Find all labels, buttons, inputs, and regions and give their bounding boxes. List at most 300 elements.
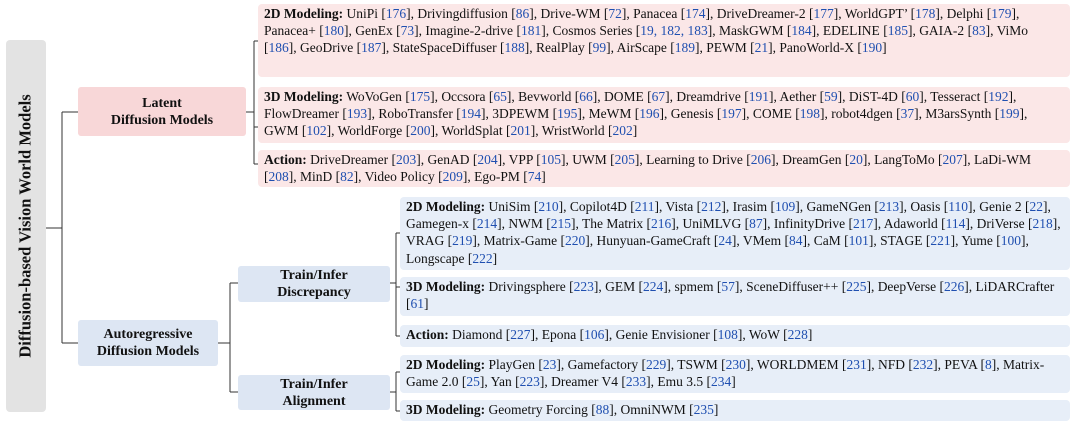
- model-entry: Emu 3.5 [234]: [657, 374, 736, 390]
- leaf-alignment-2d-modeling: 2D Modeling: PlayGen [23], Gamefactory [229], TSWM [230], WORLDMEM [231], NFD [232], PEVA [8], Matrix-Game 2.0 [25], Yan [223], Dreamer V4 [233], Emu 3.5 [234]: [400, 355, 1070, 393]
- model-entry: FlowDreamer [193]: [264, 106, 372, 122]
- model-name: The Matrix: [582, 216, 644, 232]
- model-name: RealPlay: [535, 40, 585, 56]
- citation-ref[interactable]: 200: [410, 123, 431, 139]
- model-name: DriVerse: [976, 216, 1025, 232]
- model-entry: AirScape [189]: [616, 40, 700, 56]
- model-entry: Panacea [174]: [633, 6, 710, 21]
- model-entry: Occsora [65]: [441, 89, 512, 104]
- model-name: Learning to Drive: [646, 152, 743, 167]
- model-name: DiST-4D: [848, 89, 898, 104]
- model-name: Bevworld: [518, 89, 572, 104]
- model-name: MinD: [300, 169, 333, 185]
- model-entry: UniSim [210]: [488, 199, 564, 214]
- model-name: M3arsSynth: [925, 106, 992, 122]
- citation-ref[interactable]: 190: [861, 40, 883, 56]
- model-entry: PanoWorld-X [190]: [779, 40, 887, 56]
- model-name: PanoWorld-X: [779, 40, 854, 56]
- citation-ref[interactable]: 222: [472, 250, 493, 266]
- model-name: Dreamer V4: [551, 374, 618, 390]
- model-entry: NFD [232]: [878, 357, 938, 372]
- model-name: WorldSplat: [441, 123, 503, 139]
- model-name: Epona: [541, 327, 577, 342]
- citation-ref[interactable]: 83: [972, 23, 986, 39]
- model-entry: WorldSplat [201]: [441, 123, 536, 139]
- citation-ref[interactable]: 24: [718, 233, 732, 249]
- model-entry: Hunyuan-GameCraft [24]: [596, 233, 737, 249]
- citation-ref[interactable]: 114: [945, 216, 966, 232]
- model-entry: M3arsSynth [199]: [925, 106, 1025, 122]
- leaf-label: Action:: [264, 152, 307, 167]
- citation-ref[interactable]: 106: [584, 327, 605, 342]
- citation-ref[interactable]: 60: [905, 89, 920, 104]
- citation-ref[interactable]: 191: [748, 89, 770, 104]
- model-entry: InfinityDrive [217]: [773, 216, 878, 232]
- leaf-discrepancy-action: Action: Diamond [227], Epona [106], Genie Envisioner [108], WoW [228]: [400, 325, 1070, 347]
- model-name: MeWM: [588, 106, 632, 122]
- model-name: EDELINE: [822, 23, 880, 39]
- model-name: Ego-PM: [474, 169, 520, 185]
- citation-ref[interactable]: 37: [900, 106, 915, 122]
- model-name: Drivingdiffusion: [417, 6, 508, 21]
- model-name: FlowDreamer: [264, 106, 339, 122]
- citation-ref[interactable]: 217: [852, 216, 874, 232]
- model-name: GameNGen: [806, 199, 871, 214]
- connector-discrepancy: [390, 233, 400, 336]
- model-entry: Matrix-Game 2.0 [25]: [406, 357, 1045, 390]
- model-name: Geometry Forcing: [488, 402, 588, 417]
- citation-ref[interactable]: 21: [754, 40, 769, 56]
- model-name: Adaworld: [883, 216, 938, 232]
- citation-ref[interactable]: 102: [306, 123, 327, 139]
- citation-ref[interactable]: 201: [510, 123, 531, 139]
- citation-ref[interactable]: 195: [557, 106, 578, 122]
- model-entry: robot4dgen [37]: [831, 106, 919, 122]
- model-entry: DriVerse [218]: [976, 216, 1058, 232]
- leaf-label: 3D Modeling:: [406, 402, 486, 417]
- citation-ref[interactable]: 196: [639, 106, 660, 122]
- model-entry: Panacea+ [180]: [264, 23, 349, 39]
- model-name: STAGE: [880, 233, 923, 249]
- model-name: WorldForge: [337, 123, 403, 139]
- citation-ref[interactable]: 211: [634, 199, 655, 214]
- model-name: Genie 2: [979, 199, 1022, 214]
- root-title: Diffusion-based Vision World Models: [16, 94, 36, 358]
- citation-ref[interactable]: 100: [1000, 233, 1022, 249]
- citation-ref[interactable]: 223: [573, 279, 594, 294]
- citation-ref[interactable]: 231: [846, 357, 867, 372]
- leaf-latent-2d-modeling: 2D Modeling: UniPi [176], Drivingdiffusion [86], Drive-WM [72], Panacea [174], DriveDreamer-2 [177], WorldGPT’ [178], Delphi [179], Panacea+ [180], GenEx [73], Imagine-2-drive [181], Cosmos Series [19, 182, 183], MaskGWM [184], EDELINE [185], GAIA-2 [83], ViMo [186], GeoDrive [187], StateSpaceDiffuser [188], RealPlay [99], AirScape [189], PEWM [21], PanoWorld-X [190]: [258, 4, 1070, 77]
- model-entry: Dreamdrive [191]: [676, 89, 774, 104]
- model-entry: Diamond [227]: [452, 327, 535, 342]
- model-name: Longscape: [406, 250, 465, 266]
- model-entry: WoVoGen [175]: [346, 89, 435, 104]
- model-name: DreamGen: [782, 152, 842, 167]
- citation-ref[interactable]: 174: [685, 6, 706, 21]
- citation-ref[interactable]: 65: [493, 89, 507, 104]
- model-entry: ViMo [186]: [264, 23, 1029, 56]
- model-name: CaM: [813, 233, 841, 249]
- citation-ref[interactable]: 105: [540, 152, 561, 167]
- model-entry: SceneDiffuser++ [225]: [746, 279, 871, 294]
- citation-ref[interactable]: 186: [268, 40, 289, 56]
- model-name: Yume: [961, 233, 993, 249]
- citation-ref[interactable]: 232: [912, 357, 934, 372]
- model-name: Hunyuan-GameCraft: [596, 233, 711, 249]
- model-entry: Imagine-2-drive [181]: [425, 23, 546, 39]
- citation-ref[interactable]: 230: [725, 357, 746, 372]
- model-entry: Vista [212]: [665, 199, 726, 214]
- model-name: Irasim: [732, 199, 768, 214]
- model-entry: Drive-WM [72]: [540, 6, 627, 21]
- citation-ref[interactable]: 216: [650, 216, 672, 232]
- model-name: GEM: [605, 279, 636, 294]
- citation-ref[interactable]: 179: [991, 6, 1012, 21]
- citation-ref[interactable]: 74: [527, 169, 542, 185]
- model-name: DOME: [604, 89, 644, 104]
- model-name: robot4dgen: [831, 106, 893, 122]
- citation-ref[interactable]: 87: [749, 216, 763, 232]
- citation-ref[interactable]: 109: [774, 199, 796, 214]
- model-entry: RoboTransfer [194]: [378, 106, 486, 122]
- model-name: NFD: [878, 357, 906, 372]
- model-entry: Dreamer V4 [233]: [551, 374, 651, 390]
- model-name: VMem: [742, 233, 782, 249]
- leaf-latent-3d-modeling: 3D Modeling: WoVoGen [175], Occsora [65], Bevworld [66], DOME [67], Dreamdrive [191], Aether [59], DiST-4D [60], Tesseract [192], FlowDreamer [193], RoboTransfer [194], 3DPEWM [195], MeWM [196], Genesis [197], COME [198], robot4dgen [37], M3arsSynth [199], GWM [102], WorldForge [200], WorldSplat [201], WristWorld [202]: [258, 87, 1070, 143]
- leaf-latent-action: Action: DriveDreamer [203], GenAD [204], VPP [105], UWM [205], Learning to Drive [206], DreamGen [20], LangToMo [207], LaDi-WM [208], MinD [82], Video Policy [209], Ego-PM [74]: [258, 150, 1070, 187]
- model-name: Drivingsphere: [488, 279, 566, 294]
- model-name: Gamegen-x: [406, 216, 469, 232]
- model-entry: Genie Envisioner [108]: [615, 327, 743, 342]
- citation-ref[interactable]: 205: [614, 152, 635, 167]
- citation-ref[interactable]: 212: [701, 199, 722, 214]
- model-name: WORLDMEM: [756, 357, 839, 372]
- model-name: LangToMo: [874, 152, 935, 167]
- model-entry: DOME [67]: [604, 89, 670, 104]
- model-entry: WristWorld [202]: [541, 123, 638, 139]
- model-name: VPP: [508, 152, 533, 167]
- model-entry: RealPlay [99]: [535, 40, 611, 56]
- model-name: GWM: [264, 123, 299, 139]
- citation-ref[interactable]: 226: [944, 279, 965, 294]
- citation-ref[interactable]: 214: [476, 216, 498, 232]
- model-name: DriveDreamer-2: [716, 6, 806, 21]
- citation-ref[interactable]: 228: [787, 327, 808, 342]
- model-entry: Tesseract [192]: [930, 89, 1013, 104]
- model-entry: Geometry Forcing [88]: [488, 402, 614, 417]
- citation-ref[interactable]: 187: [361, 40, 382, 56]
- citation-ref[interactable]: 67: [651, 89, 666, 104]
- model-name: COME: [752, 106, 792, 122]
- citation-ref[interactable]: 61: [410, 296, 424, 312]
- model-entry: VMem [84]: [742, 233, 807, 249]
- model-entry: LaDi-WM [208]: [264, 152, 1031, 185]
- model-entry: Longscape [222]: [406, 250, 498, 266]
- citation-ref[interactable]: 25: [466, 374, 480, 390]
- citation-ref[interactable]: 235: [693, 402, 714, 417]
- model-name: Diamond: [452, 327, 503, 342]
- leaf-label: Action:: [406, 327, 449, 342]
- model-entry: DriveDreamer-2 [177]: [716, 6, 839, 21]
- model-entry: GenAD [204]: [427, 152, 503, 167]
- citation-ref[interactable]: 219: [452, 233, 473, 249]
- citation-ref[interactable]: 210: [538, 199, 559, 214]
- model-entry: Oasis [110]: [910, 199, 973, 214]
- leaf-label: 3D Modeling:: [406, 279, 486, 294]
- model-entry: StateSpaceDiffuser [188]: [392, 40, 530, 56]
- model-entry: Drivingdiffusion [86]: [417, 6, 534, 21]
- model-name: LiDARCrafter: [975, 279, 1055, 294]
- model-name: Genie Envisioner: [615, 327, 710, 342]
- model-name: Genesis: [670, 106, 714, 122]
- citation-ref[interactable]: 225: [846, 279, 867, 294]
- model-entry: VPP [105]: [508, 152, 566, 167]
- model-name: Panacea: [633, 6, 678, 21]
- model-name: StateSpaceDiffuser: [392, 40, 497, 56]
- model-name: GeoDrive: [300, 40, 354, 56]
- citation-ref[interactable]: 221: [930, 233, 951, 249]
- citation-ref[interactable]: 59: [824, 89, 838, 104]
- model-name: WoVoGen: [346, 89, 402, 104]
- model-entry: Video Policy [209]: [364, 169, 468, 185]
- model-name: RoboTransfer: [378, 106, 453, 122]
- node-latent-diffusion: Latent Diffusion Models: [78, 87, 246, 136]
- citation-ref[interactable]: 88: [595, 402, 610, 417]
- model-name: Cosmos Series: [552, 23, 633, 39]
- model-name: Delphi: [946, 6, 984, 21]
- model-entry: Ego-PM [74]: [474, 169, 546, 185]
- model-entry: DiST-4D [60]: [848, 89, 924, 104]
- model-entry: GEM [224]: [605, 279, 668, 294]
- citation-ref[interactable]: 20: [849, 152, 863, 167]
- citation-ref[interactable]: 224: [642, 279, 664, 294]
- model-entry: UniPi [176]: [346, 6, 411, 21]
- model-entry: COME [198]: [752, 106, 825, 122]
- model-entry: WorldForge [200]: [337, 123, 435, 139]
- citation-ref[interactable]: 178: [915, 6, 936, 21]
- model-entry: Gamefactory [229]: [567, 357, 671, 372]
- model-entry: spmem [57]: [674, 279, 740, 294]
- model-name: DriveDreamer: [310, 152, 389, 167]
- citation-ref[interactable]: 184: [791, 23, 812, 39]
- leaf-label: 2D Modeling:: [406, 199, 486, 214]
- model-name: 3DPEWM: [492, 106, 550, 122]
- citation-ref[interactable]: 213: [878, 199, 900, 214]
- leaf-discrepancy-2d-modeling: 2D Modeling: UniSim [210], Copilot4D [211], Vista [212], Irasim [109], GameNGen [213], Oasis [110], Genie 2 [22], Gamegen-x [214], NWM [215], The Matrix [216], UniMLVG [87], InfinityDrive [217], Adaworld [114], DriVerse [218], VRAG [219], Matrix-Game [220], Hunyuan-GameCraft [24], VMem [84], CaM [101], STAGE [221], Yume [100], Longscape [222]: [400, 197, 1070, 270]
- model-name: WoW: [748, 327, 780, 342]
- leaf-label: 3D Modeling:: [264, 89, 344, 104]
- citation-ref[interactable]: 209: [442, 169, 463, 185]
- citation-ref[interactable]: 197: [721, 106, 742, 122]
- citation-ref[interactable]: 198: [799, 106, 821, 122]
- model-name: Gamefactory: [567, 357, 639, 372]
- model-name: PEVA: [944, 357, 978, 372]
- citation-ref[interactable]: 192: [988, 89, 1009, 104]
- model-name: Copilot4D: [569, 199, 627, 214]
- node-train-infer-discrepancy: Train/Infer Discrepancy: [238, 266, 390, 302]
- model-name: Vista: [665, 199, 694, 214]
- model-name: LaDi-WM: [974, 152, 1031, 167]
- citation-ref[interactable]: 57: [721, 279, 735, 294]
- leaf-alignment-3d-modeling: 3D Modeling: Geometry Forcing [88], OmniNWM [235]: [400, 400, 1070, 421]
- model-entry: Cosmos Series [19, 182, 183]: [552, 23, 713, 39]
- leaf-label: 2D Modeling:: [406, 357, 486, 372]
- citation-ref[interactable]: 8: [985, 357, 992, 372]
- model-entry: WoW [228]: [748, 327, 813, 342]
- model-name: UniMLVG: [682, 216, 742, 232]
- model-entry: VRAG [219]: [406, 233, 477, 249]
- citation-ref[interactable]: 176: [385, 6, 407, 21]
- citation-ref[interactable]: 193: [346, 106, 368, 122]
- model-entry: The Matrix [216]: [582, 216, 676, 232]
- model-entry: Irasim [109]: [732, 199, 800, 214]
- model-name: TSWM: [677, 357, 718, 372]
- model-entry: DeepVerse [226]: [877, 279, 969, 294]
- model-name: MaskGWM: [718, 23, 784, 39]
- model-name: Imagine-2-drive: [425, 23, 514, 39]
- citation-ref[interactable]: 206: [750, 152, 771, 167]
- citation-ref[interactable]: 227: [510, 327, 531, 342]
- model-name: PlayGen: [488, 357, 535, 372]
- model-entry: WORLDMEM [231]: [756, 357, 872, 372]
- model-entry: MaskGWM [184]: [718, 23, 817, 39]
- model-name: SceneDiffuser++: [746, 279, 839, 294]
- citation-ref[interactable]: 73: [400, 23, 415, 39]
- model-name: Matrix-Game: [483, 233, 558, 249]
- citation-ref[interactable]: 180: [323, 23, 344, 39]
- citation-ref[interactable]: 199: [999, 106, 1020, 122]
- citation-ref[interactable]: 19, 182, 183: [640, 23, 708, 39]
- citation-ref[interactable]: 181: [520, 23, 542, 39]
- model-entry: STAGE [221]: [880, 233, 956, 249]
- model-entry: MinD [82]: [300, 169, 359, 185]
- citation-ref[interactable]: 99: [592, 40, 607, 56]
- model-entry: NWM [215]: [508, 216, 576, 232]
- model-name: UniPi: [346, 6, 379, 21]
- model-name: NWM: [508, 216, 543, 232]
- citation-ref[interactable]: 86: [515, 6, 530, 21]
- citation-ref[interactable]: 223: [519, 374, 540, 390]
- citation-ref[interactable]: 203: [395, 152, 417, 167]
- citation-ref[interactable]: 23: [542, 357, 557, 372]
- citation-ref[interactable]: 22: [1029, 199, 1043, 214]
- model-entry: PEVA [8]: [944, 357, 997, 372]
- citation-ref[interactable]: 220: [565, 233, 586, 249]
- model-entry: Matrix-Game [220]: [483, 233, 590, 249]
- model-entry: Aether [59]: [779, 89, 843, 104]
- model-name: VRAG: [406, 233, 445, 249]
- model-name: ViMo: [996, 23, 1029, 39]
- model-name: Emu 3.5: [657, 374, 704, 390]
- model-entry: EDELINE [185]: [822, 23, 913, 39]
- citation-ref[interactable]: 208: [268, 169, 289, 185]
- model-entry: Genesis [197]: [670, 106, 747, 122]
- node-train-infer-alignment: Train/Infer Alignment: [238, 375, 390, 410]
- citation-ref[interactable]: 175: [409, 89, 431, 104]
- model-name: Yan: [490, 374, 512, 390]
- citation-ref[interactable]: 110: [948, 199, 968, 214]
- model-entry: GenEx [73]: [355, 23, 419, 39]
- model-entry: WorldGPT’ [178]: [844, 6, 940, 21]
- model-entry: DreamGen [20]: [782, 152, 868, 167]
- connector-autoregressive: [218, 283, 238, 392]
- citation-ref[interactable]: 194: [460, 106, 481, 122]
- connector-alignment: [390, 372, 400, 411]
- model-name: Video Policy: [364, 169, 435, 185]
- citation-ref[interactable]: 229: [645, 357, 667, 372]
- citation-ref[interactable]: 233: [625, 374, 647, 390]
- model-name: Panacea+: [264, 23, 316, 39]
- citation-ref[interactable]: 204: [477, 152, 498, 167]
- model-entry: PEWM [21]: [706, 40, 773, 56]
- model-entry: Yan [223]: [490, 374, 545, 390]
- citation-ref[interactable]: 101: [848, 233, 869, 249]
- citation-ref[interactable]: 185: [887, 23, 908, 39]
- model-name: InfinityDrive: [773, 216, 846, 232]
- model-name: WristWorld: [541, 123, 605, 139]
- model-name: OmniNWM: [620, 402, 686, 417]
- model-entry: Gamegen-x [214]: [406, 216, 502, 232]
- model-entry: Epona [106]: [541, 327, 609, 342]
- model-name: UWM: [572, 152, 607, 167]
- model-name: Oasis: [910, 199, 941, 214]
- citation-ref[interactable]: 202: [612, 123, 633, 139]
- citation-ref[interactable]: 218: [1032, 216, 1053, 232]
- model-entry: GWM [102]: [264, 123, 332, 139]
- model-entry: LangToMo [207]: [874, 152, 968, 167]
- citation-ref[interactable]: 234: [710, 374, 732, 390]
- model-entry: GameNGen [213]: [806, 199, 904, 214]
- model-name: Occsora: [441, 89, 486, 104]
- model-entry: Delphi [179]: [946, 6, 1016, 21]
- model-entry: 3DPEWM [195]: [492, 106, 582, 122]
- connector-root: [46, 112, 78, 343]
- citation-ref[interactable]: 66: [579, 89, 593, 104]
- citation-ref[interactable]: 188: [504, 40, 525, 56]
- citation-ref[interactable]: 177: [813, 6, 834, 21]
- model-name: Tesseract: [930, 89, 981, 104]
- citation-ref[interactable]: 108: [717, 327, 738, 342]
- model-name: DeepVerse: [877, 279, 937, 294]
- model-entry: CaM [101]: [813, 233, 874, 249]
- model-entry: MeWM [196]: [588, 106, 664, 122]
- model-entry: Drivingsphere [223]: [488, 279, 599, 294]
- node-autoregressive-diffusion: Autoregressive Diffusion Models: [78, 320, 218, 366]
- model-entry: Learning to Drive [206]: [646, 152, 776, 167]
- model-name: AirScape: [616, 40, 667, 56]
- model-entry: Bevworld [66]: [518, 89, 598, 104]
- citation-ref[interactable]: 207: [942, 152, 963, 167]
- connector-latent: [246, 41, 258, 164]
- citation-ref[interactable]: 72: [608, 6, 622, 21]
- model-entry: Adaworld [114]: [883, 216, 970, 232]
- citation-ref[interactable]: 82: [340, 169, 354, 185]
- model-entry: UniMLVG [87]: [682, 216, 768, 232]
- citation-ref[interactable]: 215: [550, 216, 571, 232]
- model-name: PEWM: [706, 40, 747, 56]
- model-name: UniSim: [488, 199, 531, 214]
- model-entry: GAIA-2 [83]: [919, 23, 991, 39]
- model-name: Matrix-Game 2.0: [406, 357, 1045, 390]
- citation-ref[interactable]: 189: [674, 40, 695, 56]
- model-entry: Copilot4D [211]: [569, 199, 660, 214]
- model-entry: UWM [205]: [572, 152, 640, 167]
- citation-ref[interactable]: 84: [788, 233, 803, 249]
- model-name: Dreamdrive: [676, 89, 741, 104]
- leaf-discrepancy-3d-modeling: 3D Modeling: Drivingsphere [223], GEM [224], spmem [57], SceneDiffuser++ [225], DeepVerse [226], LiDARCrafter [61]: [400, 277, 1070, 316]
- model-entry: DriveDreamer [203]: [310, 152, 421, 167]
- model-name: GenAD: [427, 152, 470, 167]
